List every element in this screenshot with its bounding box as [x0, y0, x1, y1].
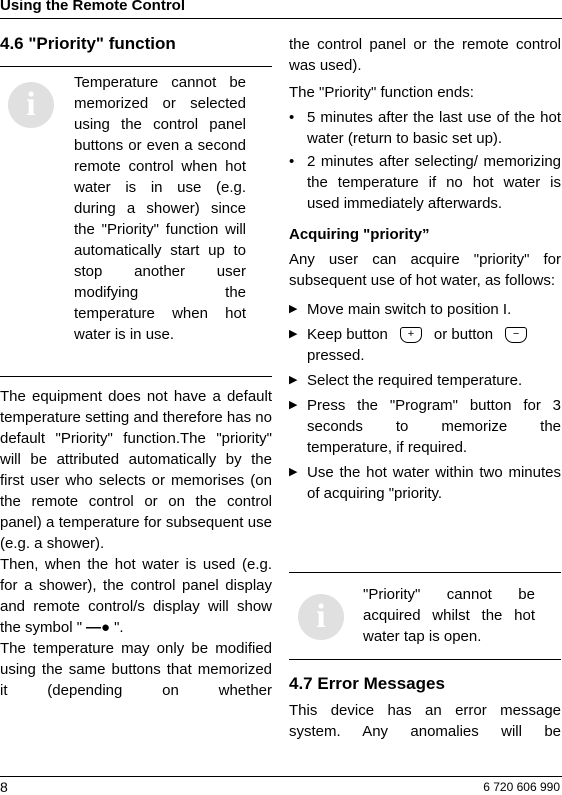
left-body — [0, 386, 272, 701]
right-body — [289, 34, 561, 508]
header-rule — [0, 18, 562, 19]
arrow-icon: ▶ — [289, 466, 298, 478]
paragraph-symbol-before: Then, when the hot water is used (e.g. for a shower), the control panel display and remote control/s display will show the symbol " — [0, 556, 272, 636]
page-number: 8 — [0, 779, 8, 795]
note2-top-rule — [289, 572, 561, 573]
arrow-icon: ▶ — [289, 399, 298, 411]
info-icon: i — [8, 82, 54, 128]
list-item: ▶ Use the hot water within two minutes of acquiring "priority. — [289, 464, 561, 502]
acquiring-steps — [289, 299, 561, 504]
arrow-icon: ▶ — [289, 303, 298, 315]
arrow-icon: ▶ — [289, 328, 298, 340]
priority-symbol-icon: —● — [86, 619, 111, 636]
section-4-6-heading: 4.6 "Priority" function — [0, 34, 176, 53]
list-item: ▶ Move main switch to position I. — [289, 301, 512, 318]
error-messages-body — [289, 700, 561, 742]
note2-bottom-rule — [289, 659, 561, 660]
section-4-7-heading: 4.7 Error Messages — [289, 674, 445, 693]
note-top-rule — [0, 66, 272, 67]
paragraph-modify-cont: the control panel or the remote control was used). — [289, 36, 561, 74]
list-item: ▶ Press the "Program" button for 3 seconds to memorize the temperature, if required. — [289, 397, 561, 456]
arrow-icon: ▶ — [289, 374, 298, 386]
ends-intro: The "Priority" function ends: — [289, 84, 474, 101]
footer-rule — [0, 776, 562, 777]
paragraph-modify: The temperature may only be modified using the same buttons that memorized it (depending on whether — [0, 640, 272, 699]
paragraph-default-priority: The equipment does not have a default temperature setting and therefore has no default "Priority" function.The "priority" will be attributed automatically by the first user who selects or memorises (on the remote control or on the control panel) a temperature for subsequent use (e.g. a shower). — [0, 388, 272, 552]
paragraph-symbol — [0, 554, 272, 638]
paragraph-error-messages: This device has an error message system. Any anomalies will be — [289, 702, 561, 740]
info-note2-text: "Priority" cannot be acquired whilst the hot water tap is open. — [363, 586, 535, 645]
note-bottom-rule — [0, 376, 272, 377]
paragraph-symbol-after: ". — [114, 619, 124, 636]
acquiring-heading: Acquiring "priority” — [289, 226, 430, 243]
list-item: • 5 minutes after the last use of the hot water (return to basic set up). — [289, 109, 561, 147]
minus-key-icon: − — [505, 327, 527, 343]
info-icon: i — [298, 594, 344, 640]
plus-key-icon: + — [400, 327, 422, 343]
document-number: 6 720 606 990 — [483, 780, 560, 794]
list-item: ▶ Select the required temperature. — [289, 372, 523, 389]
list-item: • 2 minutes after selecting/ memorizing the temperature if no hot water is used immediately afterwards. — [289, 153, 561, 212]
list-item: ▶ Keep button + or button − pressed. — [289, 324, 561, 366]
ends-list — [289, 107, 561, 214]
running-header: Using the Remote Control — [0, 0, 186, 14]
info-note-text: Temperature cannot be memorized or selected using the control panel buttons or even a second remote control when hot water is in use (e.g. during a shower) since the "Priority" function will automatically start up to stop another user modifying the temperature when hot water is in use. — [74, 74, 246, 343]
acquiring-intro: Any user can acquire "priority" for subsequent use of hot water, as follows: — [289, 251, 561, 289]
bullet-icon: • — [289, 109, 295, 126]
bullet-icon: • — [289, 153, 295, 170]
